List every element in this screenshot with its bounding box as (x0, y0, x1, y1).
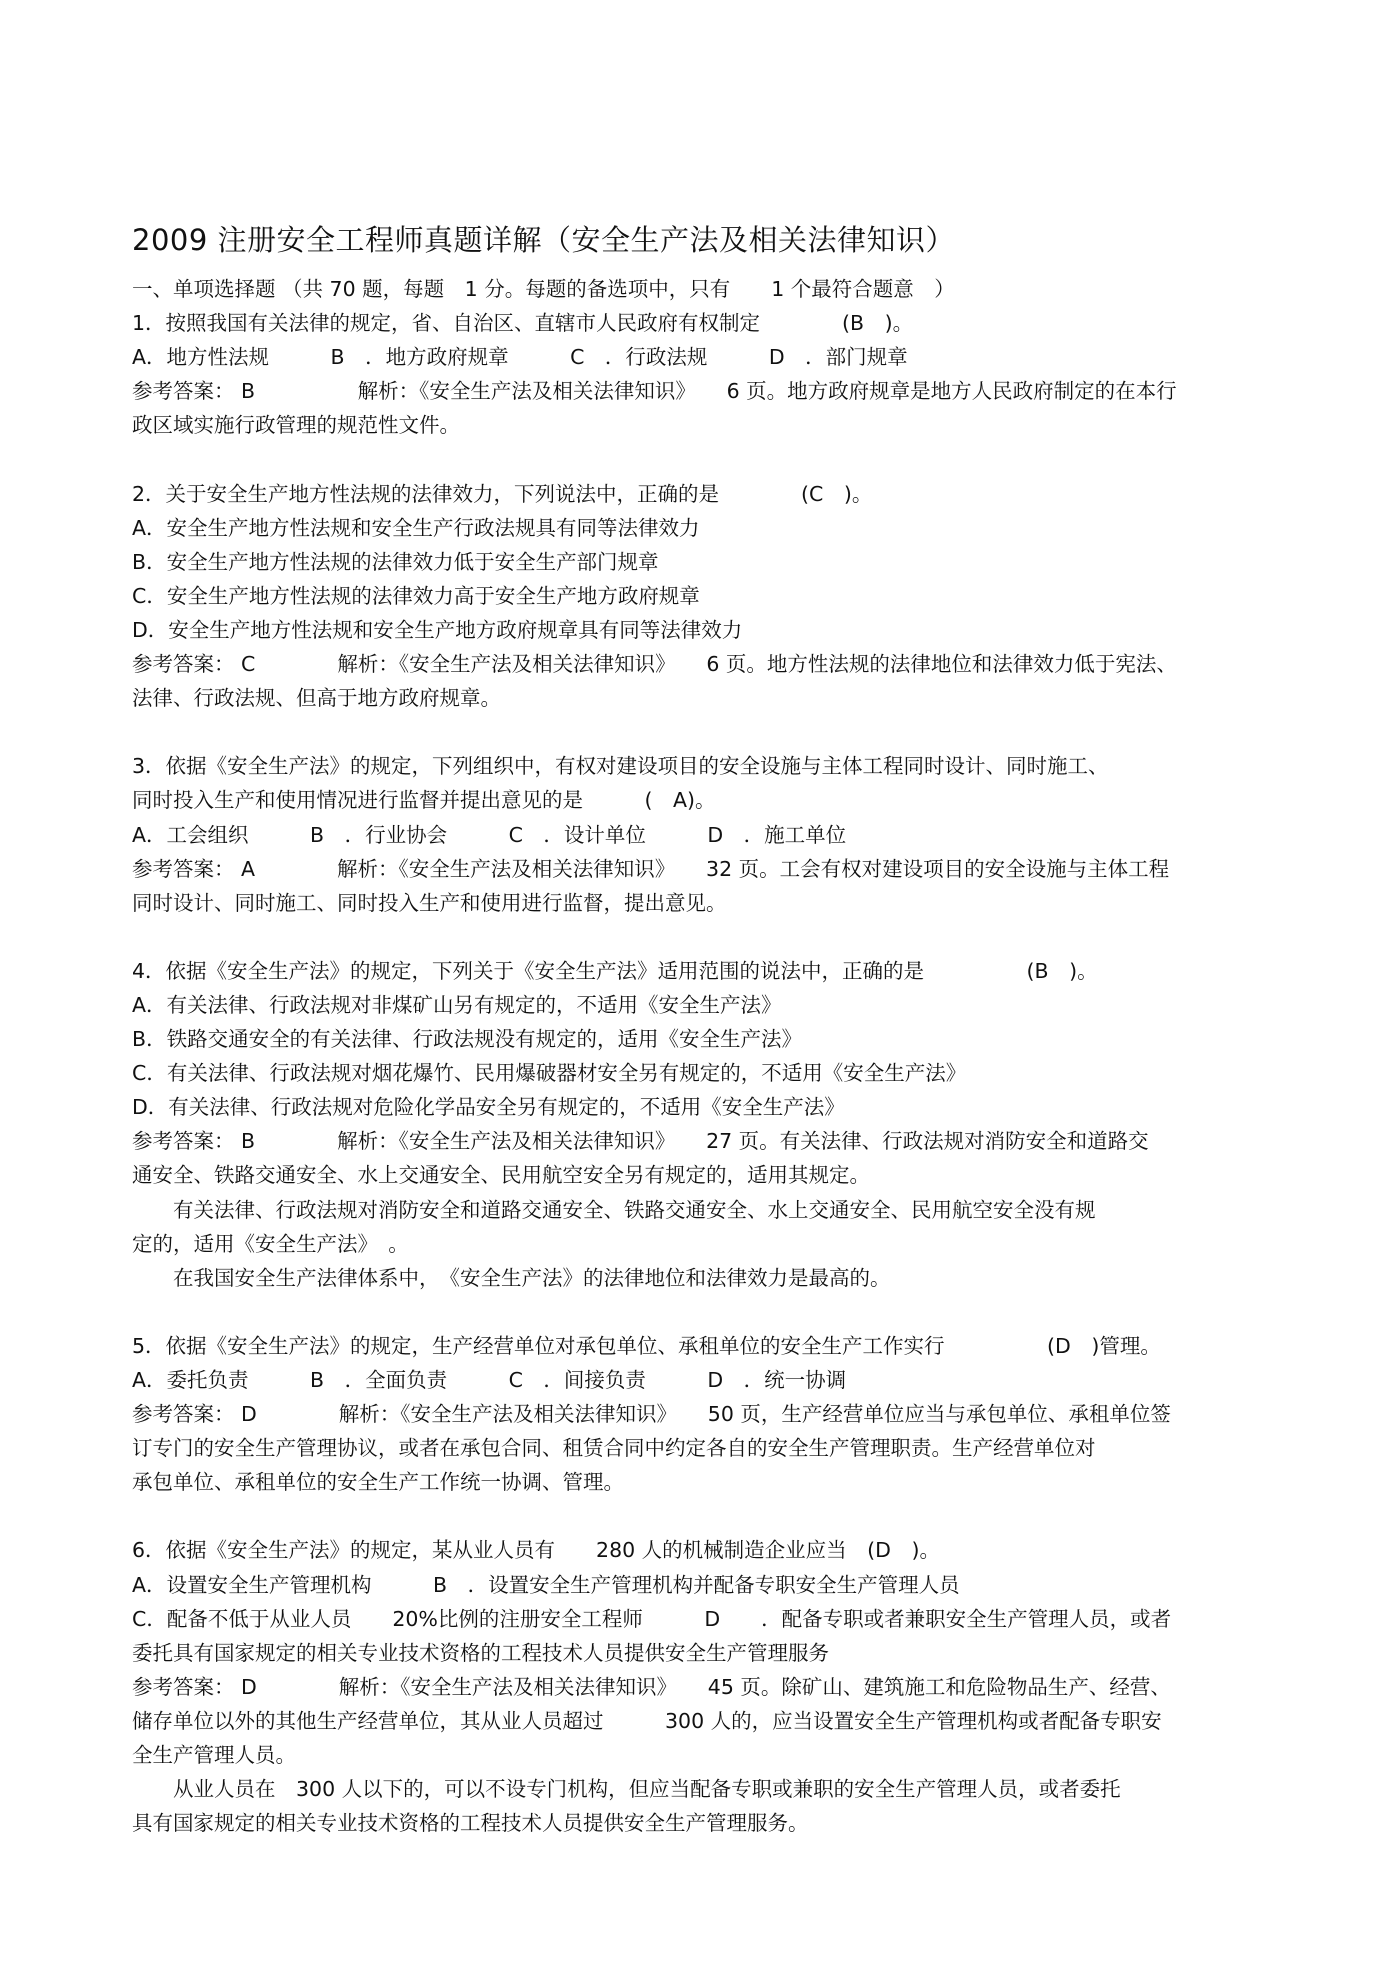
text-line: 政区域实施行政管理的规范性文件。 (132, 413, 460, 438)
text-line: 全生产管理人员。 (132, 1743, 296, 1768)
text-line: 具有国家规定的相关专业技术资格的工程技术人员提供安全生产管理服务。 (132, 1811, 809, 1836)
paragraph-gap (132, 1499, 1262, 1533)
text-line: A．工会组织 B ．行业协会 C ．设计单位 D ．施工单位 (132, 822, 847, 847)
text-line: 定的，适用《安全生产法》 。 (132, 1231, 409, 1256)
text-line: 参考答案： B 解析：《安全生产法及相关法律知识》 6 页。地方政府规章是地方人民政府制定的在本行 (132, 379, 1177, 404)
text-line: 1．按照我国有关法律的规定，省、自治区、直辖市人民政府有权制定 (B )。 (132, 311, 914, 336)
text-line: 5．依据《安全生产法》的规定，生产经营单位对承包单位、承租单位的安全生产工作实行 (D )管理。 (132, 1333, 1161, 1358)
text-line: 委托具有国家规定的相关专业技术资格的工程技术人员提供安全生产管理服务 (132, 1640, 829, 1665)
text-line: 通安全、铁路交通安全、水上交通安全、民用航空安全另有规定的，适用其规定。 (132, 1163, 870, 1188)
text-line: B．铁路交通安全的有关法律、行政法规没有规定的，适用《安全生产法》 (132, 1027, 803, 1052)
text-line: 在我国安全生产法律体系中， 《安全生产法》的法律地位和法律效力是最高的。 (132, 1265, 891, 1290)
text-line: 参考答案： D 解析：《安全生产法及相关法律知识》 50 页，生产经营单位应当与承包单位、承租单位签 (132, 1402, 1171, 1427)
text-line: C．安全生产地方性法规的法律效力高于安全生产地方政府规章 (132, 583, 700, 608)
text-line: C．配备不低于从业人员 20%比例的注册安全工程师 D ．配备专职或者兼职安全生产管理人员，或者 (132, 1606, 1172, 1631)
text-line: 同时设计、同时施工、同时投入生产和使用进行监督，提出意见。 (132, 890, 727, 915)
text-line: 6．依据《安全生产法》的规定，某从业人员有 280 人的机械制造企业应当 (D )。 (132, 1538, 940, 1563)
text-line: A．有关法律、行政法规对非煤矿山另有规定的，不适用《安全生产法》 (132, 992, 782, 1017)
text-line: 参考答案： B 解析：《安全生产法及相关法律知识》 27 页。有关法律、行政法规对消防安全和道路交 (132, 1129, 1149, 1154)
text-line: 承包单位、承租单位的安全生产工作统一协调、管理。 (132, 1470, 624, 1495)
text-line: B．安全生产地方性法规的法律效力低于安全生产部门规章 (132, 549, 659, 574)
text-line: 法律、行政法规、但高于地方政府规章。 (132, 686, 501, 711)
text-line: A．地方性法规 B ．地方政府规章 C ．行政法规 D ．部门规章 (132, 345, 908, 370)
text-line: 4．依据《安全生产法》的规定，下列关于《安全生产法》适用范围的说法中，正确的是 (B )。 (132, 958, 1098, 983)
text-line: 参考答案： A 解析：《安全生产法及相关法律知识》 32 页。工会有权对建设项目的安全设施与主体工程 (132, 856, 1170, 881)
paragraph-gap (132, 715, 1262, 749)
text-line: 储存单位以外的其他生产经营单位，其从业人员超过 300 人的，应当设置安全生产管理机构或者配备专职安 (132, 1708, 1162, 1733)
document-title: 2009 注册安全工程师真题详解（安全生产法及相关法律知识） (132, 223, 956, 257)
text-line: 同时投入生产和使用情况进行监督并提出意见的是 ( A)。 (132, 788, 716, 813)
text-line: C．有关法律、行政法规对烟花爆竹、民用爆破器材安全另有规定的，不适用《安全生产法》 (132, 1061, 967, 1086)
text-line: 一、单项选择题 （共 70 题，每题 1 分。每题的备选项中，只有 1 个最符合题意 ） (132, 277, 955, 301)
text-line: 参考答案： C 解析：《安全生产法及相关法律知识》 6 页。地方性法规的法律地位和法律效力低于宪法、 (132, 652, 1177, 677)
paragraph-gap (132, 1295, 1262, 1329)
text-line: A．设置安全生产管理机构 B ．设置安全生产管理机构并配备专职安全生产管理人员 (132, 1572, 960, 1597)
text-line: 3．依据《安全生产法》的规定，下列组织中，有权对建设项目的安全设施与主体工程同时设计、同时施工、 (132, 754, 1109, 779)
paragraph-gap (132, 920, 1262, 954)
document-body (132, 272, 1262, 1840)
text-line: 参考答案： D 解析：《安全生产法及相关法律知识》 45 页。除矿山、建筑施工和危险物品生产、经营、 (132, 1674, 1171, 1699)
text-line: 订专门的安全生产管理协议，或者在承包合同、租赁合同中约定各自的安全生产管理职责。生产经营单位对 (132, 1436, 1096, 1461)
paragraph-gap (132, 442, 1262, 476)
text-line: 有关法律、行政法规对消防安全和道路交通安全、铁路交通安全、水上交通安全、民用航空安全没有规 (132, 1197, 1096, 1222)
text-line: 从业人员在 300 人以下的，可以不设专门机构，但应当配备专职或兼职的安全生产管理人员，或者委托 (132, 1777, 1121, 1802)
text-line: D．有关法律、行政法规对危险化学品安全另有规定的，不适用《安全生产法》 (132, 1095, 845, 1120)
text-line: D．安全生产地方性法规和安全生产地方政府规章具有同等法律效力 (132, 617, 743, 642)
text-line: A．安全生产地方性法规和安全生产行政法规具有同等法律效力 (132, 515, 700, 540)
text-line: A．委托负责 B ．全面负责 C ．间接负责 D ．统一协调 (132, 1368, 847, 1392)
text-line: 2．关于安全生产地方性法规的法律效力，下列说法中，正确的是 (C )。 (132, 481, 873, 506)
